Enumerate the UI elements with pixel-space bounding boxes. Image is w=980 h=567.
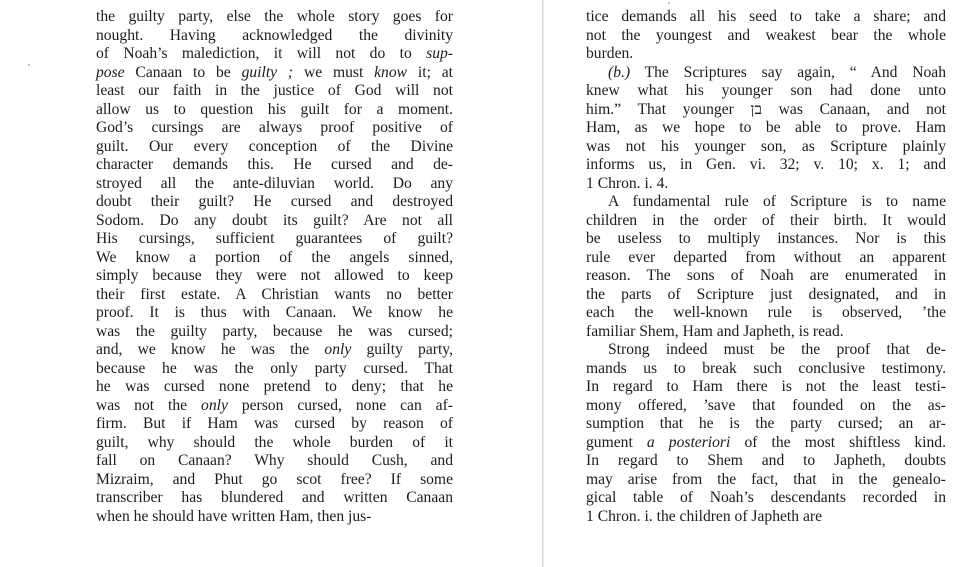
text-line bbox=[586, 508, 946, 527]
text-run: and, we know he was the bbox=[96, 341, 325, 358]
text-run: allow us to question his guilt for a moment. bbox=[96, 100, 453, 118]
text-line bbox=[96, 138, 453, 157]
text-run: character demands this. He cursed and de- bbox=[96, 156, 453, 173]
text-line bbox=[96, 434, 453, 453]
print-speck bbox=[28, 64, 30, 66]
text-run: mands us to break such conclusive testimony. bbox=[586, 359, 946, 377]
text-line bbox=[586, 489, 946, 508]
text-run: he was cursed none pretend to deny; that he bbox=[96, 378, 453, 395]
text-run: simply because they were not allowed to keep bbox=[96, 267, 453, 284]
text-line bbox=[96, 212, 453, 231]
text-run: 1 Chron. i. the children of Japheth are bbox=[586, 507, 823, 525]
text-run: the guilty party, else the whole story goes for bbox=[96, 8, 453, 25]
text-run: was not his younger son, as Scripture plainly bbox=[586, 137, 946, 155]
text-line bbox=[96, 508, 453, 527]
text-run: tice demands all his seed to take a share; and bbox=[586, 8, 946, 25]
text-run: burden. bbox=[586, 45, 634, 62]
print-speck bbox=[668, 2, 670, 4]
text-run: person cursed, none can af- bbox=[227, 396, 453, 414]
text-run: We know a portion of the angels sinned, bbox=[96, 248, 453, 266]
text-line bbox=[96, 64, 453, 83]
text-line bbox=[96, 193, 453, 212]
text-run: gument bbox=[586, 433, 647, 451]
right-text-column bbox=[586, 8, 946, 526]
text-run: guilt, why should the whole burden of it bbox=[96, 433, 453, 451]
text-line bbox=[96, 415, 453, 434]
italic-text: a posteriori bbox=[646, 433, 731, 451]
text-run: Mizraim, and Phut go scot free? If some bbox=[96, 470, 453, 488]
text-line bbox=[586, 452, 946, 471]
text-run: 1 Chron. i. 4. bbox=[586, 174, 669, 192]
text-run: Ham, as we hope to be able to prove. Ham bbox=[586, 119, 946, 136]
text-run: not the youngest and weakest bear the whole bbox=[586, 26, 946, 44]
text-line bbox=[96, 378, 453, 397]
text-run: when he should have written Ham, then jus- bbox=[96, 507, 372, 525]
text-line bbox=[586, 64, 946, 83]
text-run: the parts of Scripture just designated, and in bbox=[586, 285, 946, 303]
text-run: it; at bbox=[407, 63, 453, 81]
text-run: may arise from the fact, that in the genealo- bbox=[586, 470, 946, 488]
text-line bbox=[586, 101, 946, 120]
text-run: doubt their guilt? He cursed and destroyed bbox=[96, 193, 453, 210]
text-line bbox=[96, 156, 453, 175]
text-line bbox=[96, 286, 453, 305]
text-line bbox=[586, 249, 946, 268]
text-run: rule ever departed from without an apparent bbox=[586, 248, 946, 266]
text-run: because he was the only party cursed. That bbox=[96, 359, 453, 377]
text-line bbox=[586, 45, 946, 64]
text-run: sumption that he is the party cursed; an ar- bbox=[586, 415, 946, 432]
text-run: their first estate. A Christian wants no better bbox=[96, 285, 453, 303]
text-line bbox=[96, 267, 453, 286]
text-run: was not the bbox=[96, 396, 202, 414]
page-gutter bbox=[542, 0, 544, 567]
text-line bbox=[586, 212, 946, 231]
text-line bbox=[96, 101, 453, 120]
text-run: Sodom. Do any doubt its guilt? Are not all bbox=[96, 211, 453, 229]
text-line bbox=[586, 138, 946, 157]
text-line bbox=[586, 434, 946, 453]
text-line bbox=[96, 119, 453, 138]
text-line bbox=[586, 27, 946, 46]
text-line bbox=[586, 230, 946, 249]
text-run: of Noah’s malediction, it will not do to bbox=[96, 45, 427, 62]
text-line bbox=[96, 27, 453, 46]
text-line bbox=[96, 82, 453, 101]
text-run: gical table of Noah’s descendants recorded in bbox=[586, 489, 946, 506]
text-run: In regard to Shem and to Japheth, doubts bbox=[586, 452, 946, 469]
italic-text: sup- bbox=[426, 45, 453, 62]
text-line bbox=[96, 8, 453, 27]
text-run: stroyed all the ante-diluvian world. Do any bbox=[96, 174, 453, 192]
text-line bbox=[586, 286, 946, 305]
text-line bbox=[586, 323, 946, 342]
text-line bbox=[586, 341, 946, 360]
text-run: guilty party, bbox=[351, 341, 453, 358]
text-run: of the most shiftless kind. bbox=[730, 433, 946, 451]
text-run: Canaan to be bbox=[124, 63, 242, 81]
text-run: knew what his younger son had done unto bbox=[586, 82, 946, 99]
italic-text: only bbox=[201, 396, 228, 414]
text-line bbox=[96, 45, 453, 64]
text-run: A fundamental rule of Scripture is to name bbox=[608, 193, 946, 210]
text-line bbox=[586, 415, 946, 434]
text-run: familiar Shem, Ham and Japheth, is read. bbox=[586, 322, 844, 340]
text-line bbox=[586, 397, 946, 416]
text-line bbox=[96, 175, 453, 194]
italic-text: pose bbox=[96, 63, 125, 81]
text-run: mony offered, ’save that founded on the as- bbox=[586, 396, 946, 414]
text-run: informs us, in Gen. vi. 32; v. 10; x. 1; and bbox=[586, 156, 946, 173]
text-run: children in the order of their birth. It would bbox=[586, 211, 946, 229]
italic-text: know bbox=[374, 63, 408, 81]
text-run: His cursings, sufficient guarantees of guilt? bbox=[96, 230, 453, 247]
text-line bbox=[586, 360, 946, 379]
text-line bbox=[96, 230, 453, 249]
text-run: nought. Having acknowledged the divinity bbox=[96, 26, 453, 44]
text-run: God’s cursings are always proof positive of bbox=[96, 119, 453, 136]
text-line bbox=[586, 82, 946, 101]
text-run: least our faith in the justice of God will not bbox=[96, 82, 453, 99]
text-line bbox=[96, 397, 453, 416]
text-run: be useless to multiply instances. Nor is this bbox=[586, 230, 946, 247]
text-line bbox=[586, 378, 946, 397]
text-line bbox=[586, 471, 946, 490]
text-run: Strong indeed must be the proof that de- bbox=[608, 341, 946, 358]
text-line bbox=[96, 323, 453, 342]
italic-text: (b.) bbox=[608, 63, 631, 81]
text-line bbox=[96, 249, 453, 268]
text-line bbox=[586, 175, 946, 194]
text-line bbox=[96, 341, 453, 360]
text-line bbox=[586, 193, 946, 212]
text-run: each the well-known rule is observed, ’the bbox=[586, 304, 946, 321]
text-run: The Scriptures say again, “ And Noah bbox=[630, 63, 946, 81]
text-run: In regard to Ham there is not the least testi- bbox=[586, 378, 946, 395]
text-run: transcriber has blundered and written Canaan bbox=[96, 489, 453, 506]
left-text-column bbox=[96, 8, 453, 526]
text-line bbox=[96, 304, 453, 323]
text-line bbox=[96, 360, 453, 379]
text-line bbox=[586, 119, 946, 138]
italic-text: only bbox=[324, 341, 352, 358]
text-line bbox=[586, 8, 946, 27]
text-line bbox=[96, 452, 453, 471]
text-line bbox=[586, 304, 946, 323]
text-run: fall on Canaan? Why should Cush, and bbox=[96, 452, 453, 469]
text-run: guilt. Our every conception of the Divine bbox=[96, 137, 453, 155]
text-line bbox=[586, 156, 946, 175]
text-run: him.” That younger בן was Canaan, and not bbox=[586, 100, 946, 118]
text-run: we must bbox=[293, 63, 375, 81]
text-run: was the guilty party, because he was cursed; bbox=[96, 322, 453, 340]
text-line bbox=[96, 471, 453, 490]
italic-text: guilty ; bbox=[241, 63, 294, 81]
text-run: reason. The sons of Noah are enumerated in bbox=[586, 267, 946, 284]
text-run: proof. It is thus with Canaan. We know he bbox=[96, 304, 453, 321]
text-line bbox=[586, 267, 946, 286]
text-line bbox=[96, 489, 453, 508]
text-run: firm. But if Ham was cursed by reason of bbox=[96, 415, 453, 432]
